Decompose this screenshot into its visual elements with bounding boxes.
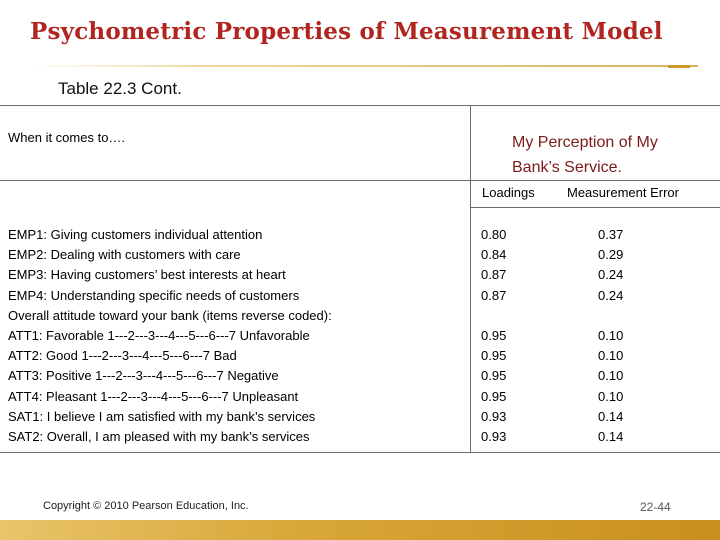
column-header-loadings: Loadings	[482, 185, 535, 200]
table-row-item: EMP1: Giving customers individual attention	[8, 227, 263, 242]
loading-value: 0.95	[481, 348, 507, 364]
error-value: 0.37	[598, 227, 624, 242]
loading-value: 0.95	[481, 327, 507, 343]
error-value: 0.29	[598, 247, 624, 263]
copyright-notice: Copyright © 2010 Pearson Education, Inc.	[43, 500, 249, 512]
table-row-item: SAT2: Overall, I am pleased with my bank’s services	[8, 428, 310, 444]
table-row-item: EMP4: Understanding specific needs of customers	[8, 287, 300, 303]
column-header-measurement-error: Measurement Error	[567, 185, 679, 200]
loading-value: 0.93	[481, 428, 507, 444]
perception-heading	[512, 130, 712, 180]
loading-value: 0.95	[481, 388, 507, 404]
table-prompt: When it comes to….	[8, 130, 126, 145]
table-row-item: ATT2: Good 1---2---3---4---5---6---7 Bad	[8, 348, 237, 364]
error-value: 0.10	[598, 368, 624, 384]
error-value: 0.10	[598, 348, 624, 364]
error-value: 0.24	[598, 287, 624, 303]
table-row-item: EMP3: Having customers’ best interests at heart	[8, 267, 286, 283]
loading-value: 0.87	[481, 267, 507, 283]
table-row-item: EMP2: Dealing with customers with care	[8, 247, 241, 263]
loading-value: 0.87	[481, 287, 507, 303]
perception-heading-line2: Bank’s Service.	[512, 159, 622, 176]
measurement-error-column	[598, 225, 623, 447]
loading-value	[481, 306, 506, 326]
loading-value: 0.80	[481, 227, 507, 242]
loading-value: 0.95	[481, 368, 507, 384]
error-value: 0.10	[598, 388, 624, 404]
error-value: 0.10	[598, 327, 624, 343]
error-value: 0.24	[598, 267, 624, 283]
error-value: 0.14	[598, 428, 624, 444]
table-row-item: ATT4: Pleasant 1---2---3---4---5---6---7 Unpleasant	[8, 388, 299, 404]
table-caption: Table 22.3 Cont.	[58, 79, 182, 98]
column-divider	[470, 105, 471, 452]
header-divider	[0, 180, 720, 181]
table-row-item: SAT1: I believe I am satisfied with my bank’s services	[8, 408, 316, 424]
page-number: 22-44	[640, 500, 671, 514]
error-value: 0.14	[598, 408, 624, 424]
item-list	[8, 225, 332, 447]
perception-heading-line1: My Perception of My	[512, 134, 658, 151]
subheader-divider	[470, 207, 720, 208]
loadings-column	[481, 225, 506, 447]
table-row-item: ATT3: Positive 1---2---3---4---5---6---7 Negative	[8, 368, 279, 384]
loading-value: 0.93	[481, 408, 507, 424]
loading-value: 0.84	[481, 247, 507, 263]
table-row-item: Overall attitude toward your bank (items reverse coded):	[8, 307, 332, 323]
title-underline	[30, 65, 698, 67]
footer-bar	[0, 520, 720, 540]
page-title: Psychometric Properties of Measurement Model	[30, 18, 663, 45]
table-row-item: ATT1: Favorable 1---2---3---4---5---6---7 Unfavorable	[8, 327, 310, 343]
error-value	[598, 306, 623, 326]
title-underline-accent	[668, 65, 690, 68]
